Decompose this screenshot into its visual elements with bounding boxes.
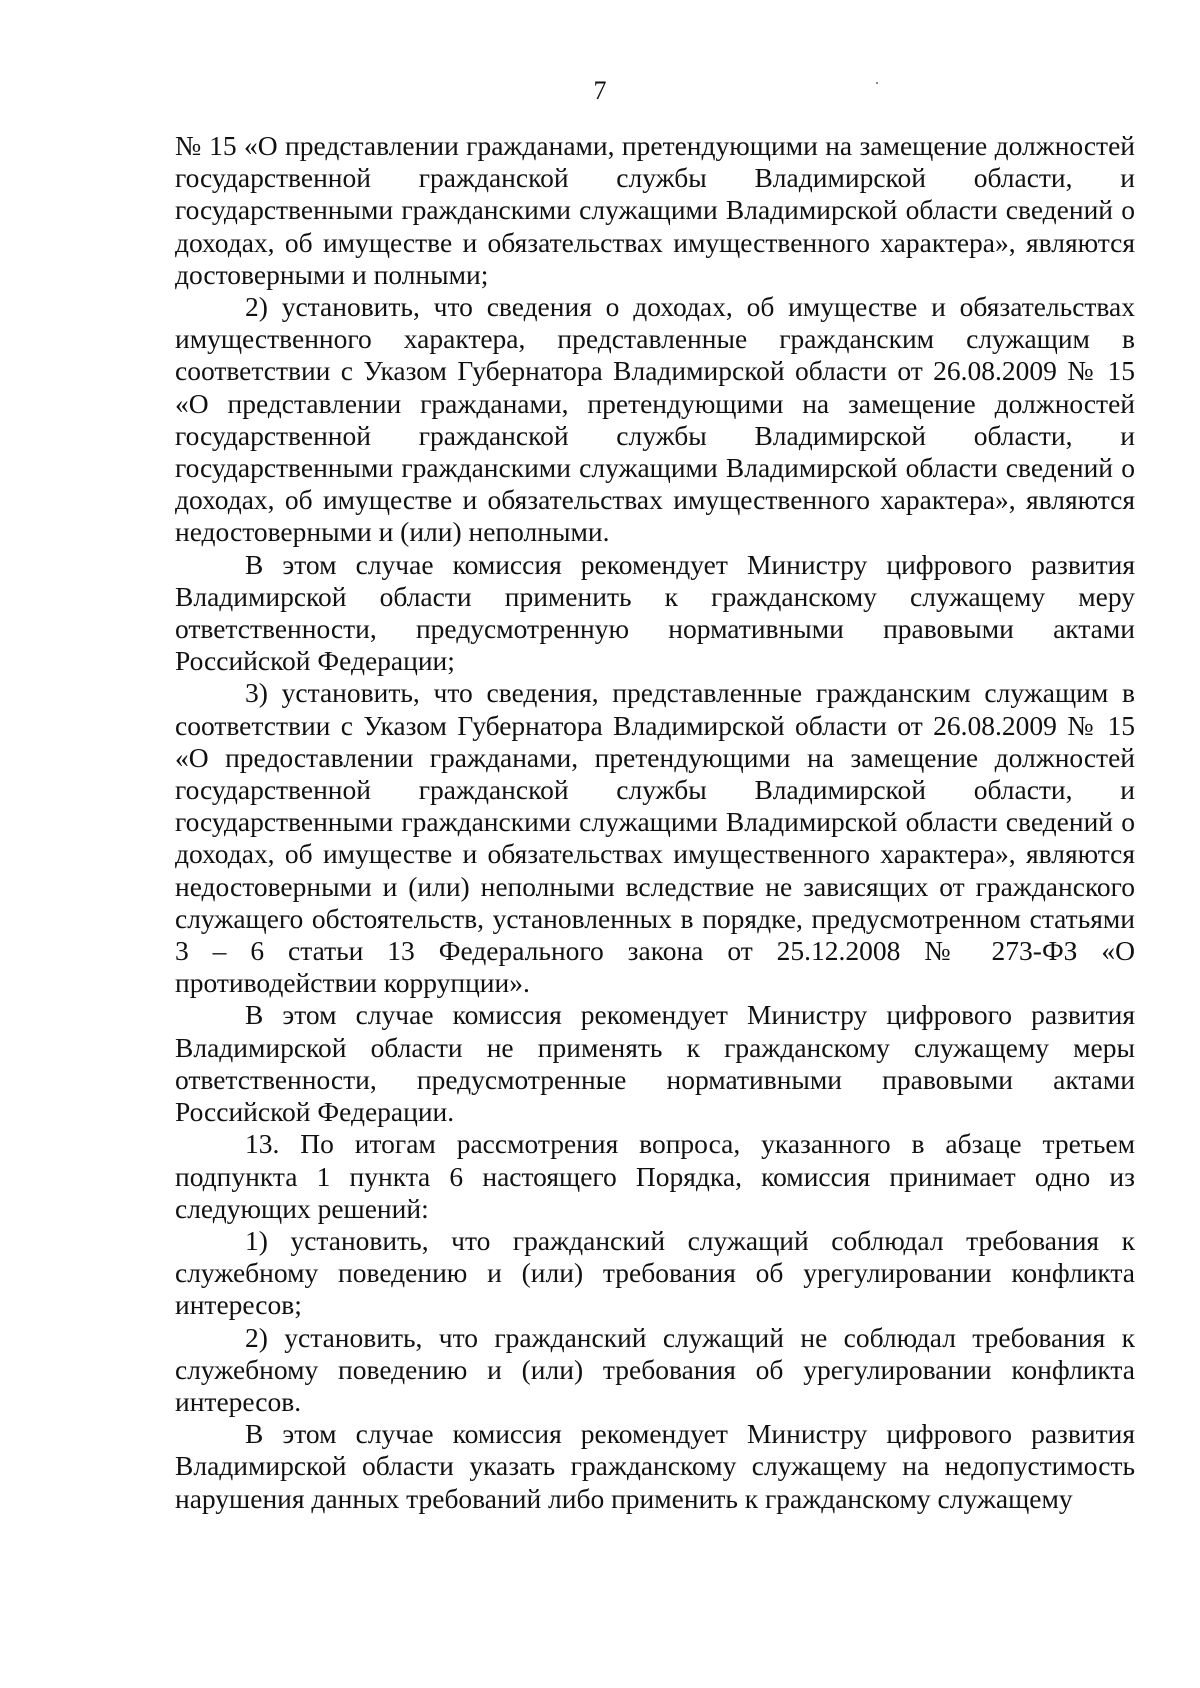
paragraph-commission-recommendation-inadmissibility: В этом случае комиссия рекомендует Министру цифрового развития Владимирской области указать гражданскому служащему на недопустимость нарушения данных требований либо применить к гражданскому служащему [175,1418,1135,1514]
paragraph-commission-recommendation-apply: В этом случае комиссия рекомендует Министру цифрового развития Владимирской области применить к гражданскому служащему меру ответственности, предусмотренную нормативными правовыми актами Российской Федерации; [175,548,1135,677]
document-body [175,130,1135,1515]
paragraph-continuation: № 15 «О представлении гражданами, претендующими на замещение должностей государственной гражданской службы Владимирской области, и государственными гражданскими служащими Владимирской области сведений о доходах, об имуществе и обязательствах имущественного характера», являются достоверными и полными; [175,130,1135,290]
paragraph-commission-recommendation-not-apply: В этом случае комиссия рекомендует Министру цифрового развития Владимирской области не применять к гражданскому служащему меры ответственности, предусмотренные нормативными правовыми актами Российской Федерации. [175,999,1135,1128]
paragraph-decision-2: 2) установить, что гражданский служащий не соблюдал требования к служебному поведению и (или) требования об урегулировании конфликта интересов. [175,1321,1135,1417]
paragraph-decision-1: 1) установить, что гражданский служащий соблюдал требования к служебному поведению и (или) требования об урегулировании конфликта интересов; [175,1224,1135,1321]
paragraph-item-3: 3) установить, что сведения, представленные гражданским служащим в соответствии с Указом Губернатора Владимирской области от 26.08.2009 № 15 «О предоставлении гражданами, претендующими на замещение должностей государственной гражданской службы Владимирской области, и государственными гражданскими служащими Владимирской области сведений о доходах, об имуществе и обязательствах имущественного характера», являются недостоверными и (или) неполными вследствие не зависящих от гражданского служащего обстоятельств, установленных в порядке, предусмотренном статьями 3 – 6 статьи 13 Федерального закона от 25.12.2008 № 273-ФЗ «О противодействии коррупции». [175,677,1135,999]
paragraph-point-13: 13. По итогам рассмотрения вопроса, указанного в абзаце третьем подпункта 1 пункта 6 настоящего Порядка, комиссия принимает одно из следующих решений: [175,1128,1135,1224]
page-number: 7 [593,76,607,105]
paragraph-item-2: 2) установить, что сведения о доходах, об имуществе и обязательствах имущественного характера, представленные гражданским служащим в соответствии с Указом Губернатора Владимирской области от 26.08.2009 № 15 «О представлении гражданами, претендующими на замещение должностей государственной гражданской службы Владимирской области, и государственными гражданскими служащими Владимирской области сведений о доходах, об имуществе и обязательствах имущественного характера», являются недостоверными и (или) неполными. [175,291,1135,548]
